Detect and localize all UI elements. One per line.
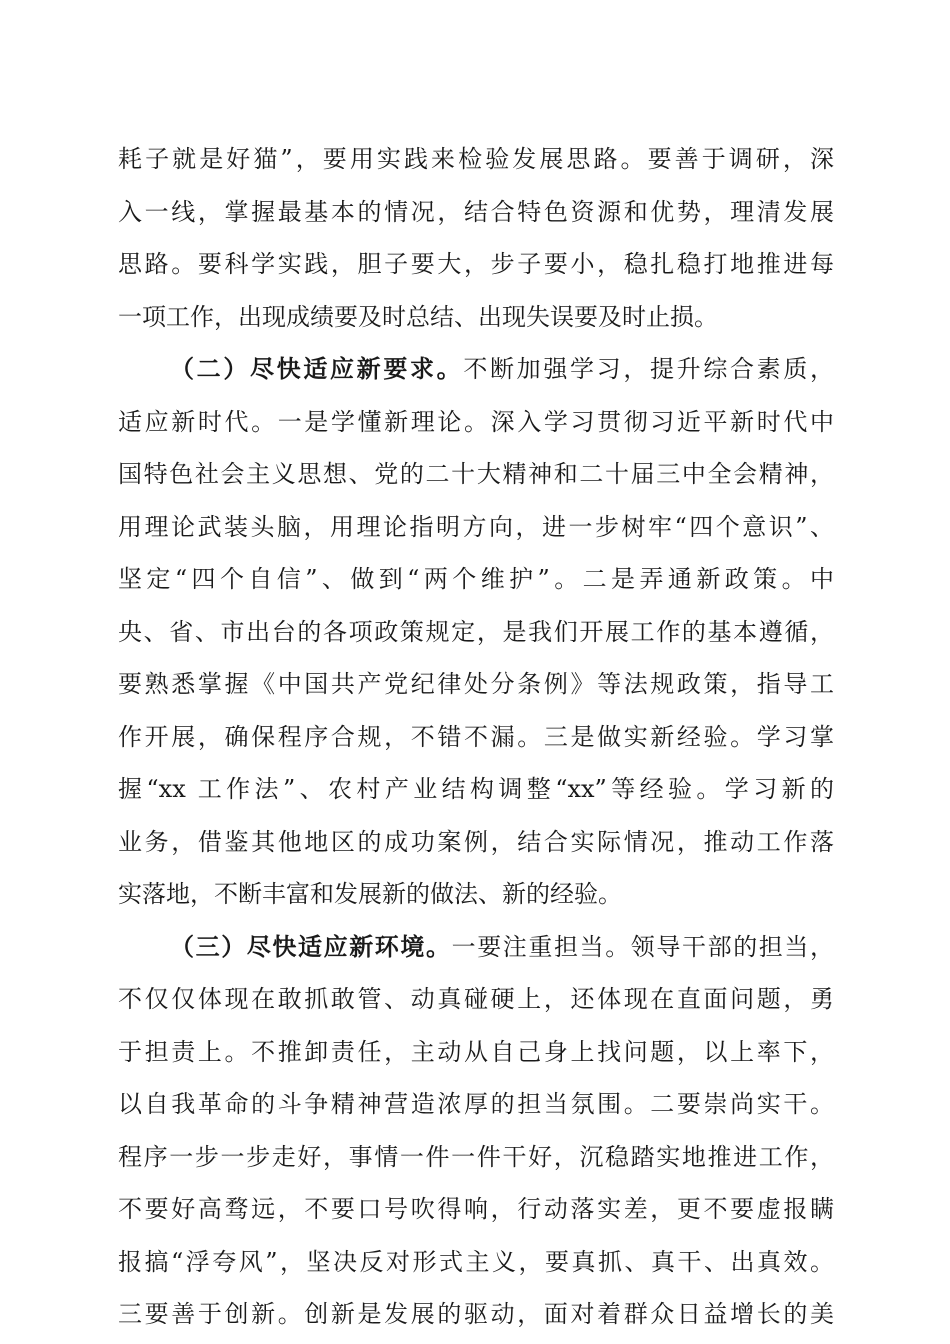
text-line: 实落地，不断丰富和发展新的做法、新的经验。 — [118, 880, 622, 908]
text-line — [118, 921, 834, 974]
text-line: 央、省、市出台的各项政策规定，是我们开展工作的基本遵循， — [118, 617, 834, 646]
text-line: 国特色社会主义思想、党的二十大精神和二十届三中全会精神， — [118, 460, 834, 488]
text-line: 业务，借鉴其他地区的成功案例，结合实际情况，推动工作落 — [118, 827, 834, 856]
section-heading: （三）尽快适应新环境。 — [170, 931, 452, 961]
text-line: 报搞“浮夸风”，坚决反对形式主义，要真抓、真干、出真效。 — [118, 1247, 834, 1276]
text-line: 握“xx 工作法”、农村产业结构调整“xx”等经验。学习新的 — [118, 775, 834, 803]
text-line: 一项工作，出现成绩要及时总结、出现失误要及时止损。 — [118, 302, 718, 331]
text-line: 不仅仅体现在敢抓敢管、动真碰硬上，还体现在直面问题，勇 — [118, 985, 834, 1013]
section-heading: （二）尽快适应新要求。 — [170, 354, 464, 383]
paragraph-continuation — [118, 133, 834, 343]
text-line: 不要好高骛远，不要口号吹得响，行动落实差，更不要虚报瞒 — [118, 1195, 834, 1223]
text-line: 思路。要科学实践，胆子要大，步子要小，稳扎稳打地推进每 — [118, 250, 834, 278]
text-line: 适应新时代。一是学懂新理论。深入学习贯彻习近平新时代中 — [118, 407, 834, 436]
text-line: 三要善于创新。创新是发展的驱动，面对着群众日益增长的美 — [118, 1300, 834, 1328]
text-line: 作开展，确保程序合规，不错不漏。三是做实新经验。学习掌 — [118, 722, 834, 751]
text-line — [118, 343, 834, 396]
text-line: 用理论武装头脑，用理论指明方向，进一步树牢“四个意识”、 — [118, 512, 834, 541]
text-line: 坚定“四个自信”、做到“两个维护”。二是弄通新政策。中 — [118, 565, 834, 593]
paragraph-new-requirements — [118, 343, 834, 921]
text-line: 要熟悉掌握《中国共产党纪律处分条例》等法规政策，指导工 — [118, 670, 834, 698]
paragraph-new-environment — [118, 921, 834, 1341]
text-line: 入一线，掌握最基本的情况，结合特色资源和优势，理清发展 — [118, 197, 834, 226]
text-fragment: 一要注重担当。领导干部的担当， — [451, 932, 835, 961]
text-line: 耗子就是好猫”，要用实践来检验发展思路。要善于调研，深 — [118, 145, 834, 173]
text-fragment: 不断加强学习，提升综合素质， — [463, 355, 835, 383]
text-line: 以自我革命的斗争精神营造浓厚的担当氛围。二要崇尚实干。 — [118, 1090, 834, 1118]
text-line: 程序一步一步走好，事情一件一件干好，沉稳踏实地推进工作， — [118, 1142, 834, 1171]
text-line: 于担责上。不推卸责任，主动从自己身上找问题，以上率下， — [118, 1037, 834, 1066]
document-body — [118, 133, 834, 1341]
